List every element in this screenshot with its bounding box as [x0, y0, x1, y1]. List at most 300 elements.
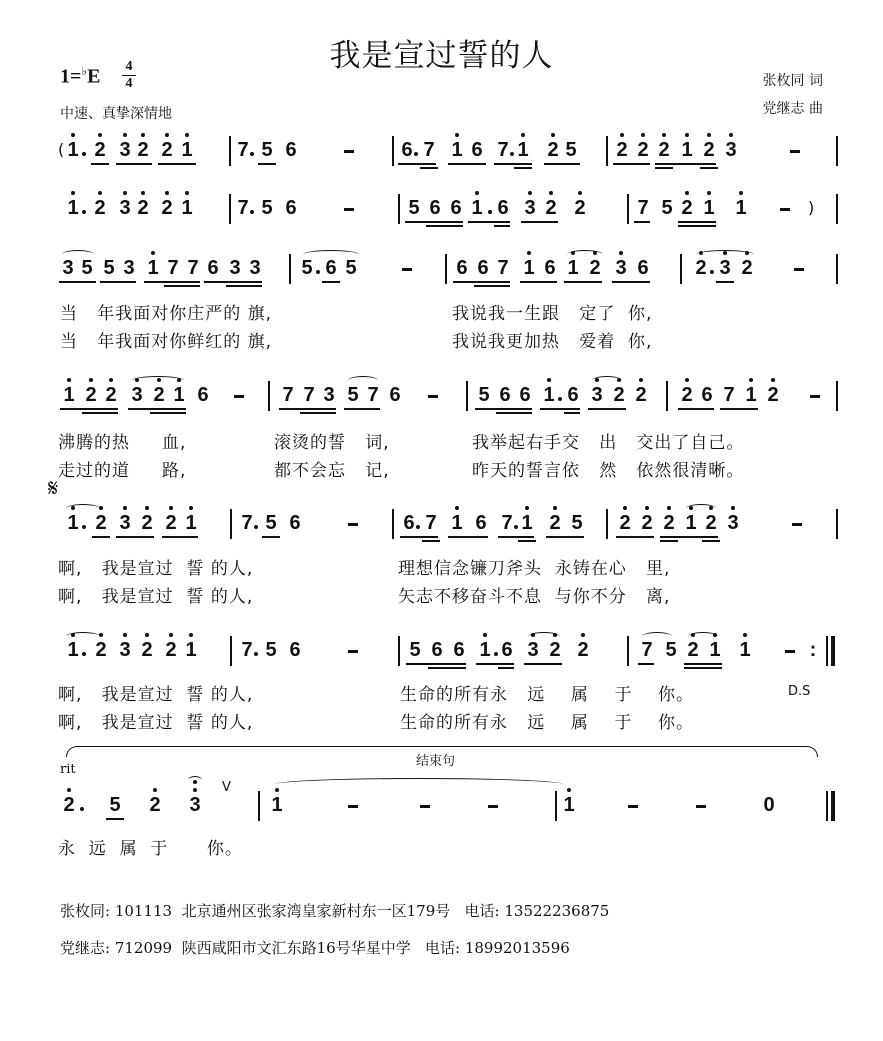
note: 6	[567, 384, 579, 406]
note: 2	[160, 140, 174, 160]
beam	[258, 163, 276, 165]
barline	[606, 509, 608, 539]
lyric-line: 走过的道 路,	[58, 461, 187, 481]
sustain-dash	[344, 150, 354, 153]
aug-dot	[558, 397, 562, 401]
note: 6	[475, 512, 487, 534]
breath-mark: V	[222, 780, 231, 795]
beam	[448, 536, 488, 538]
note: 1	[478, 640, 492, 660]
note: 1	[180, 140, 194, 160]
aug-dot	[416, 525, 420, 529]
note: 2	[636, 140, 650, 160]
note: 2	[640, 513, 654, 533]
tempo-marking: 中速、真挚深情地	[60, 106, 172, 122]
note: 7	[167, 257, 179, 279]
note: 6	[456, 257, 468, 279]
sustain-dash	[428, 395, 438, 398]
beam	[638, 663, 654, 665]
note: 2	[686, 640, 700, 660]
slur	[686, 504, 716, 513]
beam	[498, 536, 534, 538]
lyric-line: 滚烫的誓 词,	[274, 433, 390, 453]
note: 2	[548, 513, 562, 533]
barline	[289, 254, 291, 284]
barline	[836, 194, 838, 224]
beam	[521, 221, 558, 223]
note: 2	[576, 640, 590, 660]
beam	[634, 221, 650, 223]
note: 6	[285, 197, 297, 219]
note: 2	[84, 385, 98, 405]
note: 7	[641, 639, 653, 661]
aug-dot	[82, 152, 86, 156]
beam	[344, 408, 380, 410]
note: 5	[265, 639, 277, 661]
note: 6	[389, 384, 401, 406]
lyric-line: 昨天的誓言依 然 依然很清晰。	[472, 461, 745, 481]
note: 1	[66, 513, 80, 533]
note: 2	[680, 385, 694, 405]
note: 1	[270, 795, 284, 815]
beam	[544, 163, 580, 165]
note: 6	[519, 384, 531, 406]
sustain-dash	[794, 268, 804, 271]
note: 3	[590, 385, 604, 405]
sustain-dash	[628, 805, 638, 808]
beam	[406, 663, 466, 665]
aug-dot	[82, 210, 86, 214]
note: 1	[566, 258, 580, 278]
beam	[300, 412, 336, 414]
barline	[680, 254, 682, 284]
note: 7	[241, 512, 253, 534]
composer-credit: 党继志 曲	[762, 101, 823, 117]
beam	[564, 281, 602, 283]
lyric-line: 当 年我面对你庄严的 旗,	[60, 304, 273, 324]
note: 1	[66, 640, 80, 660]
slur	[592, 376, 622, 385]
slur	[66, 632, 100, 641]
note: 1	[542, 385, 556, 405]
note: 6	[499, 384, 511, 406]
note: 5	[261, 197, 273, 219]
note: 7	[497, 257, 509, 279]
note: 2	[766, 385, 780, 405]
note: 3	[130, 385, 144, 405]
beam	[226, 285, 262, 287]
beam	[468, 221, 510, 223]
aug-dot	[254, 525, 258, 529]
barline	[398, 636, 400, 666]
note: 2	[136, 140, 150, 160]
note: 3	[249, 257, 261, 279]
note: 2	[94, 513, 108, 533]
song-title: 我是宣过誓的人	[329, 38, 554, 74]
beam	[660, 540, 678, 542]
repeat-dots: :	[809, 639, 817, 661]
note: 1	[146, 258, 160, 278]
lyric-line: 生命的所有永 远 属 于 你。	[400, 685, 695, 705]
sustain-dash	[348, 805, 358, 808]
beam	[546, 536, 584, 538]
beam	[660, 536, 718, 538]
note: 2	[612, 385, 626, 405]
aug-dot	[510, 152, 514, 156]
slur	[688, 632, 718, 641]
sustain-dash	[785, 650, 795, 653]
note: 3	[229, 257, 241, 279]
barline	[392, 136, 394, 166]
note: 3	[118, 640, 132, 660]
note: 3	[118, 140, 132, 160]
note: 5	[347, 384, 359, 406]
rit-marking: rit	[60, 762, 76, 777]
note: 1	[470, 198, 484, 218]
note: 3	[724, 140, 738, 160]
sustain-dash	[810, 395, 820, 398]
beam	[520, 281, 557, 283]
slur	[66, 504, 100, 513]
slur	[62, 250, 94, 259]
aug-dot	[82, 652, 86, 656]
lyricist-credit: 张枚同 词	[762, 73, 823, 89]
barline	[836, 509, 838, 539]
note: 2	[152, 385, 166, 405]
lyric-line: 啊, 我是宣过 誓 的人,	[58, 587, 254, 607]
note: 1	[180, 198, 194, 218]
contact-composer: 党继志: 712099 陕西咸阳市文汇东路16号华星中学 电话: 18992013596	[60, 939, 570, 957]
barline	[230, 636, 232, 666]
beam	[106, 818, 124, 820]
sustain-dash	[780, 208, 790, 211]
beam	[92, 536, 110, 538]
note: 7	[497, 139, 509, 161]
barline	[230, 509, 232, 539]
barline	[445, 254, 447, 284]
beam	[498, 667, 514, 669]
note: 7	[241, 639, 253, 661]
beam	[700, 167, 718, 169]
note: 2	[657, 140, 671, 160]
beam	[720, 408, 758, 410]
beam	[100, 281, 136, 283]
lyric-line: 我说我更加热 爱着 你,	[452, 332, 653, 352]
beam	[128, 408, 186, 410]
slur	[303, 250, 359, 259]
note: 1	[522, 258, 536, 278]
note: 6	[403, 512, 415, 534]
slur	[696, 250, 754, 259]
beam	[262, 536, 280, 538]
beam	[518, 540, 536, 542]
beam	[405, 221, 463, 223]
note: 2	[615, 140, 629, 160]
beam	[422, 540, 440, 542]
barline	[826, 791, 828, 821]
beam	[60, 408, 118, 410]
note: 2	[94, 640, 108, 660]
note: 1	[184, 513, 198, 533]
note: 2	[148, 795, 162, 815]
barline	[627, 636, 629, 666]
note: 6	[497, 197, 509, 219]
sustain-dash	[420, 805, 430, 808]
note: 2	[634, 385, 648, 405]
beam	[82, 412, 118, 414]
beam	[162, 536, 198, 538]
note: 1	[516, 140, 530, 160]
note: 5	[261, 139, 273, 161]
note: 2	[62, 795, 76, 815]
beam	[59, 281, 96, 283]
aug-dot	[514, 525, 518, 529]
note: 6	[453, 639, 465, 661]
beam	[616, 536, 654, 538]
note: 5	[345, 257, 357, 279]
note: 2	[136, 198, 150, 218]
note: 2	[588, 258, 602, 278]
tie	[274, 778, 564, 791]
beam	[426, 225, 463, 227]
note: 6	[401, 139, 413, 161]
slur	[348, 376, 378, 385]
barline	[836, 136, 838, 166]
note: 7	[501, 512, 513, 534]
aug-dot	[414, 152, 418, 156]
beam	[448, 163, 486, 165]
note: 7	[237, 139, 249, 161]
note: 5	[81, 257, 93, 279]
segno-icon: 𝄋	[48, 474, 59, 502]
note: 3	[118, 198, 132, 218]
aug-dot	[316, 270, 320, 274]
note: 1	[702, 198, 716, 218]
aug-dot	[254, 652, 258, 656]
sustain-dash	[344, 208, 354, 211]
barline	[466, 381, 468, 411]
barline	[268, 381, 270, 411]
sustain-dash	[792, 523, 802, 526]
note: 1	[520, 513, 534, 533]
beam	[322, 281, 340, 283]
note: 1	[744, 385, 758, 405]
sustain-dash	[488, 805, 498, 808]
beam	[400, 536, 438, 538]
beam	[398, 163, 436, 165]
note: 2	[573, 198, 587, 218]
lyric-line: 当 年我面对你鲜红的 旗,	[60, 332, 273, 352]
beam	[164, 285, 200, 287]
note: 1	[684, 513, 698, 533]
note: 1	[66, 140, 80, 160]
note: 6	[325, 257, 337, 279]
open-paren: (	[58, 140, 65, 159]
note: 2	[618, 513, 632, 533]
note: 3	[614, 258, 628, 278]
key-signature: 1=♭E	[60, 64, 101, 88]
beam	[494, 163, 532, 165]
final-barline	[831, 636, 835, 666]
beam	[612, 281, 650, 283]
note: 2	[140, 640, 154, 660]
note: 2	[740, 258, 754, 278]
beam	[524, 663, 562, 665]
beam	[150, 412, 186, 414]
aug-dot	[80, 807, 84, 811]
aug-dot	[494, 652, 498, 656]
beam	[540, 408, 580, 410]
beam	[91, 163, 109, 165]
note: 2	[544, 198, 558, 218]
beam	[116, 163, 152, 165]
sustain-dash	[348, 650, 358, 653]
barline	[627, 194, 629, 224]
note: 7	[637, 197, 649, 219]
barline	[555, 791, 557, 821]
lyric-line: 啊, 我是宣过 誓 的人,	[58, 713, 254, 733]
beam	[702, 540, 720, 542]
beam	[428, 667, 466, 669]
aug-dot	[250, 152, 254, 156]
note: 1	[562, 795, 576, 815]
beam	[716, 281, 734, 283]
beam	[116, 536, 154, 538]
beam	[144, 281, 200, 283]
note: 6	[289, 639, 301, 661]
aug-dot	[82, 525, 86, 529]
lyric-line: 啊, 我是宣过 誓 的人,	[58, 685, 254, 705]
note: 2	[160, 198, 174, 218]
note: 2	[680, 198, 694, 218]
note: 6	[544, 257, 556, 279]
note: 6	[429, 197, 441, 219]
note: 5	[571, 512, 583, 534]
beam	[476, 663, 514, 665]
note: 5	[478, 384, 490, 406]
slur	[567, 250, 603, 259]
note: 7	[187, 257, 199, 279]
fermata-dot	[193, 780, 197, 784]
note: 3	[123, 257, 135, 279]
slur	[642, 632, 672, 641]
lyric-line: 沸腾的热 血,	[58, 433, 187, 453]
note: 7	[425, 512, 437, 534]
note: 2	[140, 513, 154, 533]
note: 5	[661, 197, 673, 219]
beam	[494, 225, 510, 227]
note: 5	[109, 794, 121, 816]
lyric-line: 啊, 我是宣过 誓 的人,	[58, 559, 254, 579]
note: 2	[546, 140, 560, 160]
note: 1	[708, 640, 722, 660]
note: 5	[103, 257, 115, 279]
sustain-dash	[790, 150, 800, 153]
lyric-line: 永 远 属 于 你。	[58, 839, 243, 859]
beam	[420, 167, 438, 169]
barline	[398, 194, 400, 224]
beam	[678, 225, 716, 227]
barline	[229, 136, 231, 166]
ds-marking: D.S	[788, 684, 811, 699]
barline	[258, 791, 260, 821]
slur	[132, 376, 184, 385]
beam	[678, 408, 714, 410]
beam	[564, 412, 580, 414]
note: 6	[501, 639, 513, 661]
note: 3	[62, 257, 74, 279]
note: 5	[408, 197, 420, 219]
barline	[826, 636, 828, 666]
note: 1	[734, 198, 748, 218]
note: 6	[431, 639, 443, 661]
note: 1	[450, 513, 464, 533]
note: 3	[523, 198, 537, 218]
note: 6	[637, 257, 649, 279]
beam	[684, 663, 722, 665]
note: 3	[726, 513, 740, 533]
sustain-dash	[348, 523, 358, 526]
note: 0	[763, 794, 775, 816]
lyric-line: 都不会忘 记,	[274, 461, 390, 481]
note: 5	[301, 257, 313, 279]
note: 1	[62, 385, 76, 405]
note: 6	[285, 139, 297, 161]
barline	[229, 194, 231, 224]
barline	[392, 509, 394, 539]
note: 7	[303, 384, 315, 406]
aug-dot	[250, 210, 254, 214]
note: 3	[718, 258, 732, 278]
note: 1	[680, 140, 694, 160]
note: 1	[184, 640, 198, 660]
note: 5	[565, 139, 577, 161]
note: 1	[738, 640, 752, 660]
note: 6	[450, 197, 462, 219]
beam	[613, 163, 650, 165]
beam	[684, 667, 722, 669]
note: 1	[450, 140, 464, 160]
note: 2	[662, 513, 676, 533]
note: 7	[367, 384, 379, 406]
barline	[666, 381, 668, 411]
lyric-line: 我举起右手交 出 交出了自己。	[472, 433, 745, 453]
beam	[204, 281, 262, 283]
beam	[158, 163, 196, 165]
lyric-line: 矢志不移奋斗不息 与你不分 离,	[398, 587, 671, 607]
note: 2	[702, 140, 716, 160]
aug-dot	[710, 270, 714, 274]
note: 1	[172, 385, 186, 405]
note: 6	[471, 139, 483, 161]
beam	[453, 281, 510, 283]
beam	[279, 408, 336, 410]
note: 2	[93, 198, 107, 218]
ending-label: 结束句	[416, 754, 456, 769]
lyric-line: 生命的所有永 远 属 于 你。	[400, 713, 695, 733]
note: 5	[409, 639, 421, 661]
note: 2	[164, 640, 178, 660]
note: 3	[118, 513, 132, 533]
sustain-dash	[234, 395, 244, 398]
beam	[496, 412, 532, 414]
contact-lyricist: 张枚同: 101113 北京通州区张家湾皇家新村东一区179号 电话: 13522236875	[60, 902, 610, 920]
note: 6	[477, 257, 489, 279]
slur	[528, 632, 560, 641]
barline	[606, 136, 608, 166]
note: 6	[289, 512, 301, 534]
barline	[836, 254, 838, 284]
